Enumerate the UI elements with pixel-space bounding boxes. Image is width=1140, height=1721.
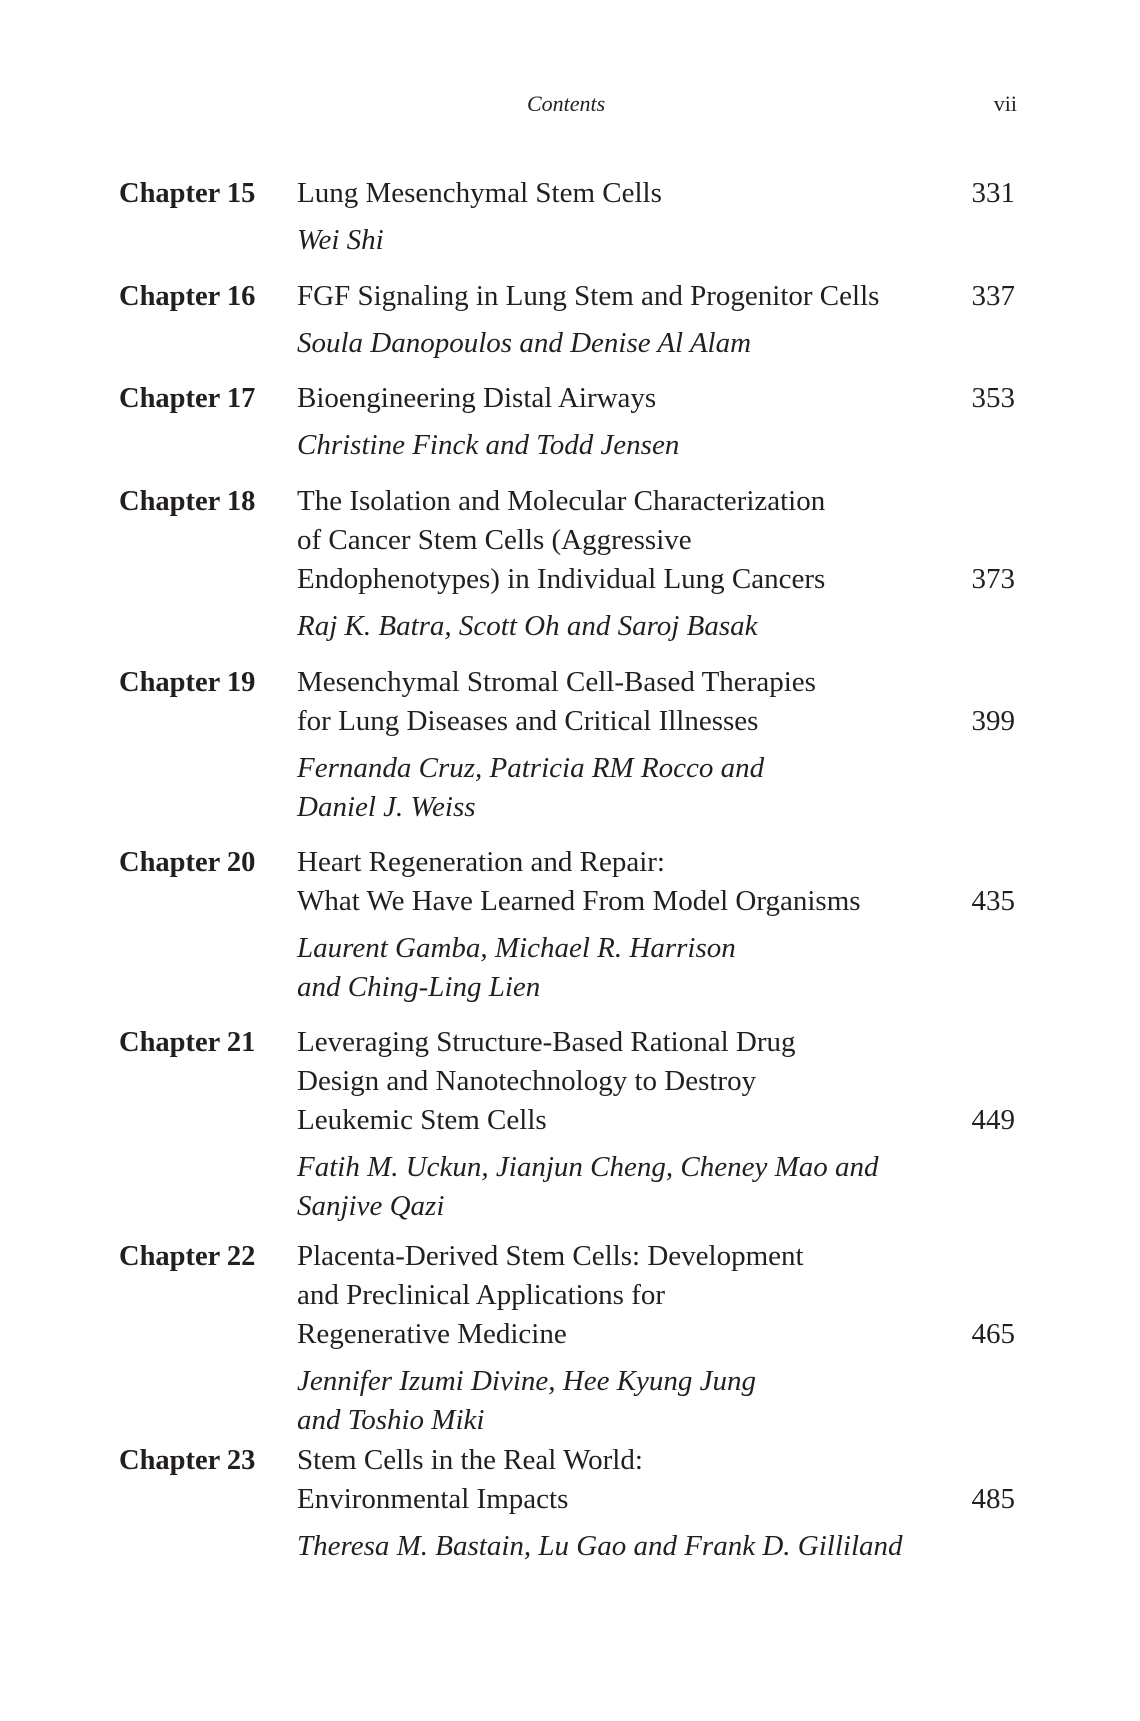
chapter-title-line: Regenerative Medicine <box>297 1318 567 1350</box>
chapter-title-line: Environmental Impacts <box>297 1483 569 1515</box>
chapter-authors <box>297 1362 957 1440</box>
page-number[interactable]: 465 <box>971 1318 1015 1350</box>
chapter-authors <box>297 1527 957 1566</box>
author-line: Christine Finck and Todd Jensen <box>297 429 680 461</box>
entry-body <box>297 277 957 363</box>
chapter-authors <box>297 221 957 260</box>
page-number[interactable]: 337 <box>971 280 1015 312</box>
author-line: Raj K. Batra, Scott Oh and Saroj Basak <box>297 610 758 642</box>
author-line: and Ching-Ling Lien <box>297 971 541 1003</box>
chapter-label: Chapter 17 <box>119 383 256 414</box>
author-line: Laurent Gamba, Michael R. Harrison <box>297 932 736 964</box>
chapter-label: Chapter 15 <box>119 178 256 209</box>
chapter-label: Chapter 18 <box>119 486 256 517</box>
running-head <box>0 90 1140 120</box>
chapter-title-line: Stem Cells in the Real World: <box>297 1444 643 1476</box>
page-number[interactable]: 449 <box>971 1104 1015 1136</box>
chapter-title[interactable] <box>297 277 957 316</box>
chapter-authors <box>297 1148 957 1226</box>
chapter-title[interactable] <box>297 1441 957 1519</box>
page-number[interactable]: 353 <box>971 382 1015 414</box>
chapter-title[interactable] <box>297 1023 957 1140</box>
page-number[interactable]: 485 <box>971 1483 1015 1515</box>
chapter-authors <box>297 607 957 646</box>
chapter-title[interactable] <box>297 843 957 921</box>
chapter-title-line: Bioengineering Distal Airways <box>297 382 657 414</box>
chapter-title[interactable] <box>297 1237 957 1354</box>
chapter-title-line: Leukemic Stem Cells <box>297 1104 547 1136</box>
entry-body <box>297 1441 957 1566</box>
chapter-title-line: Endophenotypes) in Individual Lung Cancers <box>297 563 826 595</box>
page-number[interactable]: 373 <box>971 563 1015 595</box>
page-number[interactable]: 435 <box>971 885 1015 917</box>
entry-body <box>297 379 957 465</box>
entry-body <box>297 663 957 827</box>
chapter-authors <box>297 929 957 1007</box>
author-line: Jennifer Izumi Divine, Hee Kyung Jung <box>297 1365 757 1397</box>
author-line: Theresa M. Bastain, Lu Gao and Frank D. Gilliland <box>297 1530 903 1562</box>
chapter-title-line: Mesenchymal Stromal Cell-Based Therapies <box>297 666 816 698</box>
author-line: Daniel J. Weiss <box>297 791 476 823</box>
entry-body <box>297 174 957 260</box>
entry-body <box>297 1023 957 1226</box>
chapter-title-line: Leveraging Structure-Based Rational Drug <box>297 1026 796 1058</box>
chapter-title-line: and Preclinical Applications for <box>297 1279 666 1311</box>
chapter-title-line: The Isolation and Molecular Characterization <box>297 485 826 517</box>
chapter-authors <box>297 324 957 363</box>
author-line: Wei Shi <box>297 224 384 256</box>
chapter-title-line: Lung Mesenchymal Stem Cells <box>297 177 662 209</box>
entry-body <box>297 843 957 1007</box>
entry-body <box>297 482 957 646</box>
page-folio: vii <box>993 91 1017 116</box>
chapter-label: Chapter 21 <box>119 1027 256 1058</box>
chapter-label: Chapter 19 <box>119 667 256 698</box>
chapter-title[interactable] <box>297 663 957 741</box>
author-line: Fernanda Cruz, Patricia RM Rocco and <box>297 752 765 784</box>
chapter-title-line: for Lung Diseases and Critical Illnesses <box>297 705 759 737</box>
chapter-authors <box>297 749 957 827</box>
chapter-title[interactable] <box>297 482 957 599</box>
chapter-authors <box>297 426 957 465</box>
running-title: Contents <box>527 91 606 116</box>
chapter-title-line: What We Have Learned From Model Organisms <box>297 885 861 917</box>
page-number[interactable]: 331 <box>971 177 1015 209</box>
author-line: Fatih M. Uckun, Jianjun Cheng, Cheney Mao and <box>297 1151 879 1183</box>
chapter-title-line: of Cancer Stem Cells (Aggressive <box>297 524 692 556</box>
author-line: Soula Danopoulos and Denise Al Alam <box>297 327 752 359</box>
chapter-label: Chapter 22 <box>119 1241 256 1272</box>
chapter-title-line: Placenta-Derived Stem Cells: Development <box>297 1240 804 1272</box>
page-number[interactable]: 399 <box>971 705 1015 737</box>
entry-body <box>297 1237 957 1440</box>
chapter-title-line: Heart Regeneration and Repair: <box>297 846 665 878</box>
chapter-label: Chapter 20 <box>119 847 256 878</box>
author-line: Sanjive Qazi <box>297 1190 445 1222</box>
chapter-label: Chapter 23 <box>119 1445 256 1476</box>
chapter-title-line: Design and Nanotechnology to Destroy <box>297 1065 757 1097</box>
chapter-title-line: FGF Signaling in Lung Stem and Progenitor Cells <box>297 280 880 312</box>
author-line: and Toshio Miki <box>297 1404 485 1436</box>
chapter-title[interactable] <box>297 379 957 418</box>
chapter-label: Chapter 16 <box>119 281 256 312</box>
chapter-title[interactable] <box>297 174 957 213</box>
